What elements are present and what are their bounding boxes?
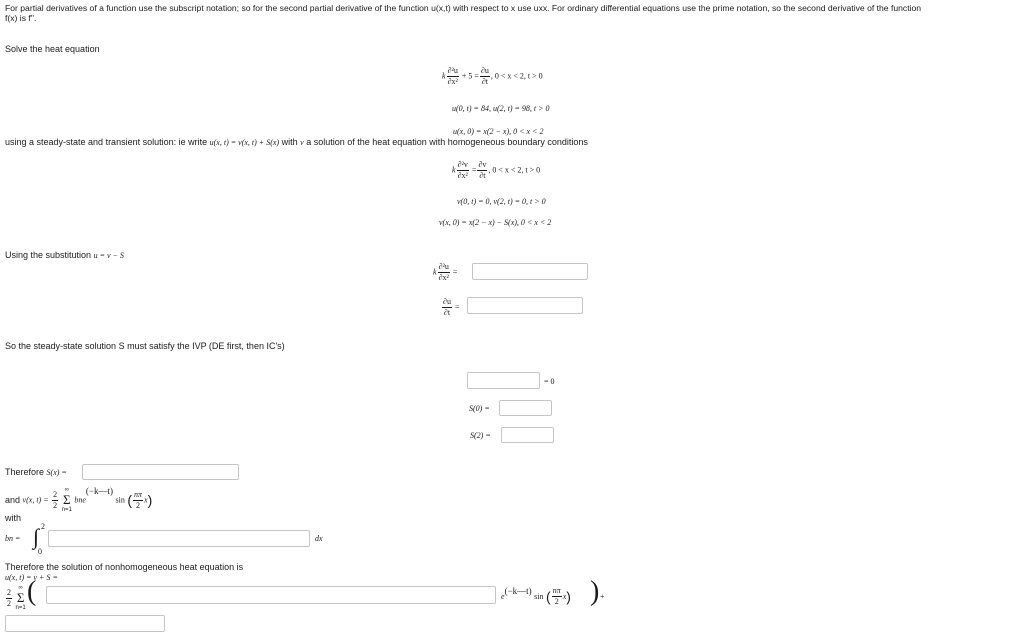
v-arg-x: x: [144, 495, 148, 505]
sub1-k: k: [433, 267, 437, 277]
sub1-den: ∂x²: [438, 273, 449, 282]
final-e: e: [501, 592, 505, 601]
steady-state-text: So the steady-state solution S must satisfy the IVP (DE first, then IC's): [5, 341, 285, 351]
final-steady-input[interactable]: [5, 615, 165, 632]
and-label: and: [5, 495, 21, 505]
sub1-num: ∂²u: [438, 262, 449, 271]
homog-pde: [452, 160, 540, 181]
v-sin: sin: [115, 495, 125, 505]
sub-du-answer-input[interactable]: [467, 297, 583, 314]
sub1-eq: =: [452, 267, 458, 277]
v-arg-num: nπ: [134, 489, 143, 499]
sub2-den: ∂t: [443, 308, 451, 317]
homog-dv: ∂v: [478, 160, 487, 169]
pde-plus5: + 5 =: [461, 71, 479, 81]
sub2-eq: =: [454, 302, 460, 312]
bn-integrand-input[interactable]: [48, 530, 310, 547]
steady-de-rhs: = 0: [544, 377, 555, 386]
v-series-lhs: v(x, t) =: [22, 495, 49, 505]
final-arg-x: x: [562, 592, 567, 601]
therefore-math: S(x) =: [46, 468, 67, 477]
boundary-conditions: u(0, t) = 84, u(2, t) = 98, t > 0: [452, 104, 550, 113]
homog-domain: , 0 < x < 2, t > 0: [488, 165, 541, 175]
v-arg-den: 2: [136, 500, 141, 510]
using-text-a: using a steady-state and transient solution: ie write: [5, 137, 208, 147]
integral-lower: 0: [38, 547, 42, 556]
final-text: Therefore the solution of nonhomogeneous heat equation is: [5, 562, 244, 572]
v-sigma-upper: ∞: [64, 487, 69, 493]
final-arg-open: (: [546, 588, 551, 605]
substitution-math: u = v − S: [93, 251, 124, 260]
final-coef-den: 2: [7, 598, 11, 608]
therefore-line: [5, 467, 67, 477]
using-steady-state-text: [5, 137, 588, 147]
final-arg-den: 2: [554, 597, 559, 606]
pde-num: ∂²u: [447, 66, 458, 75]
pde-du: ∂u: [480, 66, 489, 75]
v-bn: bn: [74, 495, 83, 505]
homog-eq: =: [471, 165, 477, 175]
heat-pde: [442, 66, 543, 87]
sub1-frac: [438, 262, 450, 283]
v-coef-den: 2: [53, 500, 58, 510]
instructions-line-1: For partial derivatives of a function use the subscript notation; so for the second partial derivative of the function u(x,t) with respect to x use uxx. For ordinary differential equations use the prime notation, so the second derivative of the function: [5, 3, 922, 13]
pde-du-dt: [480, 66, 490, 87]
final-series: [5, 584, 26, 612]
v-arg-open: (: [127, 492, 133, 508]
final-coefficient-input[interactable]: [46, 586, 496, 604]
substitution-text: [5, 250, 124, 260]
using-v: v: [300, 138, 304, 147]
final-coef: [6, 588, 12, 609]
v-exp: (−k—t): [85, 486, 113, 496]
final-arg-num: nπ: [552, 586, 561, 595]
s2-input[interactable]: [501, 427, 554, 443]
homog-k: k: [452, 165, 456, 175]
final-paren-close: ): [590, 576, 600, 607]
homog-den: ∂x²: [457, 171, 468, 180]
integral-sign: ∫: [33, 524, 40, 549]
final-paren-open: (: [27, 576, 37, 607]
v-sigma: Σ: [62, 492, 71, 507]
integral-dx: dx: [315, 534, 323, 543]
steady-solution-input[interactable]: [82, 464, 239, 480]
final-sigma-upper: ∞: [18, 585, 23, 591]
therefore-label: Therefore: [5, 467, 45, 477]
homog-dt: ∂t: [479, 171, 486, 180]
s2-label: S(2) =: [470, 431, 491, 440]
with-label: with: [5, 513, 22, 523]
v-e: e: [82, 495, 86, 505]
final-lhs: u(x, t) = v + S =: [5, 573, 58, 582]
homog-d2v-dx2: [457, 160, 469, 181]
pde-dt: ∂t: [481, 77, 489, 86]
v-arg: [133, 490, 143, 511]
sub-lhs-2: [441, 297, 459, 318]
homog-num: ∂²v: [457, 160, 468, 169]
solve-label: Solve the heat equation: [5, 44, 100, 54]
v-series: [5, 486, 152, 514]
v-arg-close: ): [147, 492, 153, 508]
pde-den: ∂x²: [447, 77, 458, 86]
sub2-frac: [442, 297, 452, 318]
pde-d2u-dx2: [447, 66, 459, 87]
final-sigma-lower: n=1: [15, 605, 26, 611]
using-text-c: a solution of the heat equation with homogeneous boundary conditions: [306, 137, 588, 147]
final-sigma-group: [16, 584, 26, 612]
homog-dv-dt: [477, 160, 487, 181]
bn-label: bn =: [5, 534, 21, 543]
instructions-line-2: f(x) is f''.: [5, 13, 37, 23]
homog-ic: v(x, 0) = x(2 − x) − S(x), 0 < x < 2: [439, 218, 552, 227]
final-plus: +: [600, 592, 605, 601]
using-math: u(x, t) = v(x, t) + S(x): [209, 138, 280, 147]
initial-condition: u(x, 0) = x(2 − x), 0 < x < 2: [453, 127, 544, 136]
s0-input[interactable]: [499, 400, 552, 416]
sub-d2u-answer-input[interactable]: [472, 263, 588, 280]
substitution-label: Using the substitution: [5, 250, 92, 260]
integral-upper: 2: [41, 522, 45, 531]
s0-label: S(0) =: [469, 404, 490, 413]
v-sigma-group: [62, 486, 72, 514]
final-sigma: Σ: [16, 590, 25, 605]
pde-k: k: [442, 71, 446, 81]
final-exp-group: [501, 586, 571, 607]
final-exp: (−k—t): [504, 586, 532, 596]
v-coef-num: 2: [53, 489, 58, 499]
final-coef-num: 2: [7, 587, 11, 597]
using-text-b: with: [281, 137, 298, 147]
steady-de-input[interactable]: [467, 372, 540, 389]
v-sigma-lower: n=1: [61, 507, 72, 513]
sub2-num: ∂u: [443, 297, 451, 306]
homog-bc: v(0, t) = 0, v(2, t) = 0, t > 0: [457, 197, 546, 206]
sub-lhs-1: [433, 262, 457, 283]
v-coef: [52, 490, 58, 511]
final-arg-close: ): [566, 588, 571, 605]
final-sin: sin: [534, 592, 544, 601]
pde-domain: , 0 < x < 2, t > 0: [490, 71, 543, 81]
final-arg: [552, 586, 562, 607]
